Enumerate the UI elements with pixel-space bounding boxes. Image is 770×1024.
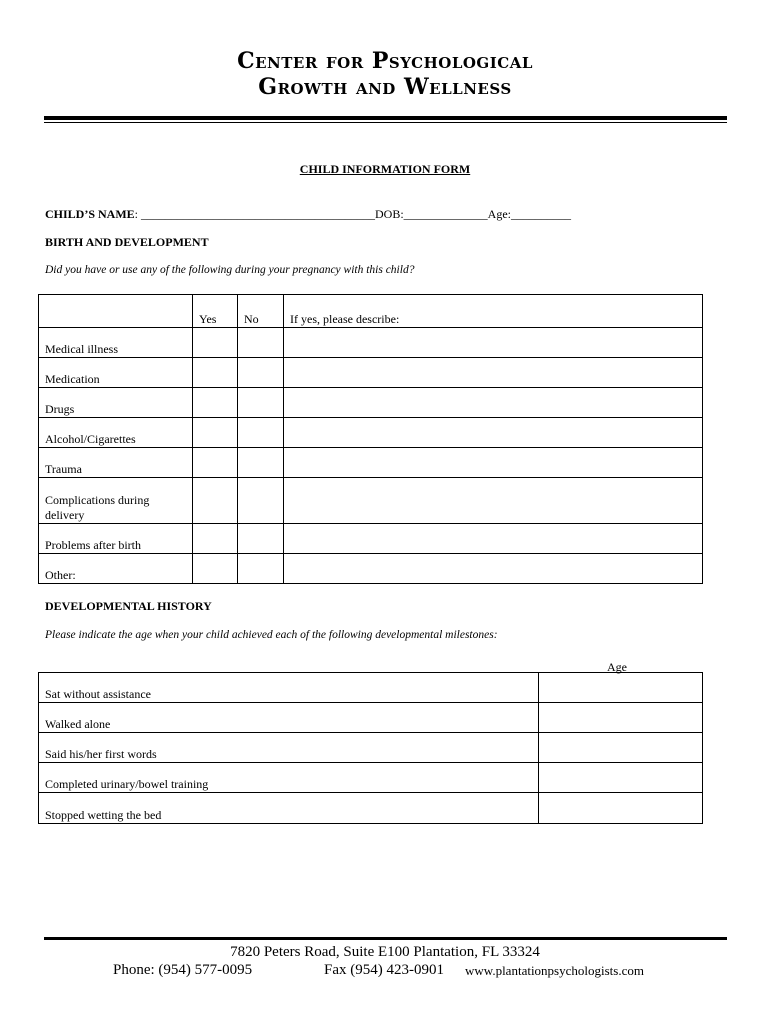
no-cell[interactable] <box>238 328 284 358</box>
developmental-instruction: Please indicate the age when your child achieved each of the following developmental milestones: <box>45 629 498 641</box>
no-cell[interactable] <box>238 448 284 478</box>
milestones-table <box>38 672 703 824</box>
header-rule-thick <box>44 116 727 120</box>
milestone-label: Said his/her first words <box>39 733 539 763</box>
footer-fax: Fax (954) 423-0901 <box>324 962 444 978</box>
footer-rule <box>44 937 727 940</box>
row-label: Trauma <box>39 448 193 478</box>
footer-address: 7820 Peters Road, Suite E100 Plantation, FL 33324 <box>230 944 540 960</box>
age-cell[interactable] <box>539 673 703 703</box>
org-title-line1: Center for Psychological <box>237 48 533 74</box>
no-cell[interactable] <box>238 524 284 554</box>
yes-cell[interactable] <box>193 478 238 524</box>
table-row <box>39 733 703 763</box>
yes-cell[interactable] <box>193 418 238 448</box>
yes-cell[interactable] <box>193 448 238 478</box>
age-cell[interactable] <box>539 763 703 793</box>
no-cell[interactable] <box>238 358 284 388</box>
table-row <box>39 793 703 824</box>
empty-header-cell <box>39 295 193 328</box>
pregnancy-header-row <box>39 295 703 328</box>
describe-cell[interactable] <box>284 554 703 584</box>
childs-name-fields[interactable]: : _______________________________________DOB:______________Age:__________ <box>134 207 572 221</box>
table-row <box>39 673 703 703</box>
row-label: Problems after birth <box>39 524 193 554</box>
yes-cell[interactable] <box>193 388 238 418</box>
yes-cell[interactable] <box>193 328 238 358</box>
no-cell[interactable] <box>238 418 284 448</box>
row-label: Alcohol/Cigarettes <box>39 418 193 448</box>
milestone-label: Completed urinary/bowel training <box>39 763 539 793</box>
describe-cell[interactable] <box>284 328 703 358</box>
developmental-heading: DEVELOPMENTAL HISTORY <box>45 599 212 613</box>
row-label: Medical illness <box>39 328 193 358</box>
childs-name-label: CHILD’S NAME <box>45 207 135 221</box>
describe-cell[interactable] <box>284 478 703 524</box>
milestone-label: Walked alone <box>39 703 539 733</box>
row-label: Complications during delivery <box>39 478 193 524</box>
form-title: CHILD INFORMATION FORM <box>299 162 471 176</box>
table-row <box>39 418 703 448</box>
table-row <box>39 448 703 478</box>
row-label: Drugs <box>39 388 193 418</box>
yes-cell[interactable] <box>193 554 238 584</box>
age-cell[interactable] <box>539 733 703 763</box>
no-cell[interactable] <box>238 388 284 418</box>
yes-cell[interactable] <box>193 358 238 388</box>
row-label: Other: <box>39 554 193 584</box>
birth-question: Did you have or use any of the following during your pregnancy with this child? <box>45 264 415 276</box>
pregnancy-table <box>38 294 703 584</box>
milestone-label: Sat without assistance <box>39 673 539 703</box>
table-row <box>39 358 703 388</box>
footer-phone: Phone: (954) 577-0095 <box>113 962 253 978</box>
row-label: Medication <box>39 358 193 388</box>
footer-website-link[interactable]: www.plantationpsychologists.com <box>465 963 644 978</box>
describe-cell[interactable] <box>284 448 703 478</box>
milestone-label: Stopped wetting the bed <box>39 793 539 824</box>
table-row <box>39 478 703 524</box>
col-no: No <box>238 295 284 328</box>
describe-cell[interactable] <box>284 418 703 448</box>
table-row <box>39 554 703 584</box>
table-row <box>39 763 703 793</box>
describe-cell[interactable] <box>284 388 703 418</box>
childs-name-line[interactable] <box>45 207 571 222</box>
col-yes: Yes <box>193 295 238 328</box>
age-cell[interactable] <box>539 703 703 733</box>
org-title-line2: Growth and Wellness <box>258 74 512 100</box>
col-describe: If yes, please describe: <box>284 295 703 328</box>
no-cell[interactable] <box>238 554 284 584</box>
table-row <box>39 328 703 358</box>
yes-cell[interactable] <box>193 524 238 554</box>
birth-heading: BIRTH AND DEVELOPMENT <box>45 235 209 249</box>
table-row <box>39 703 703 733</box>
no-cell[interactable] <box>238 478 284 524</box>
describe-cell[interactable] <box>284 524 703 554</box>
describe-cell[interactable] <box>284 358 703 388</box>
age-column-header: Age <box>607 660 627 674</box>
table-row <box>39 388 703 418</box>
age-cell[interactable] <box>539 793 703 824</box>
table-row <box>39 524 703 554</box>
header-rule-thin <box>44 122 727 123</box>
